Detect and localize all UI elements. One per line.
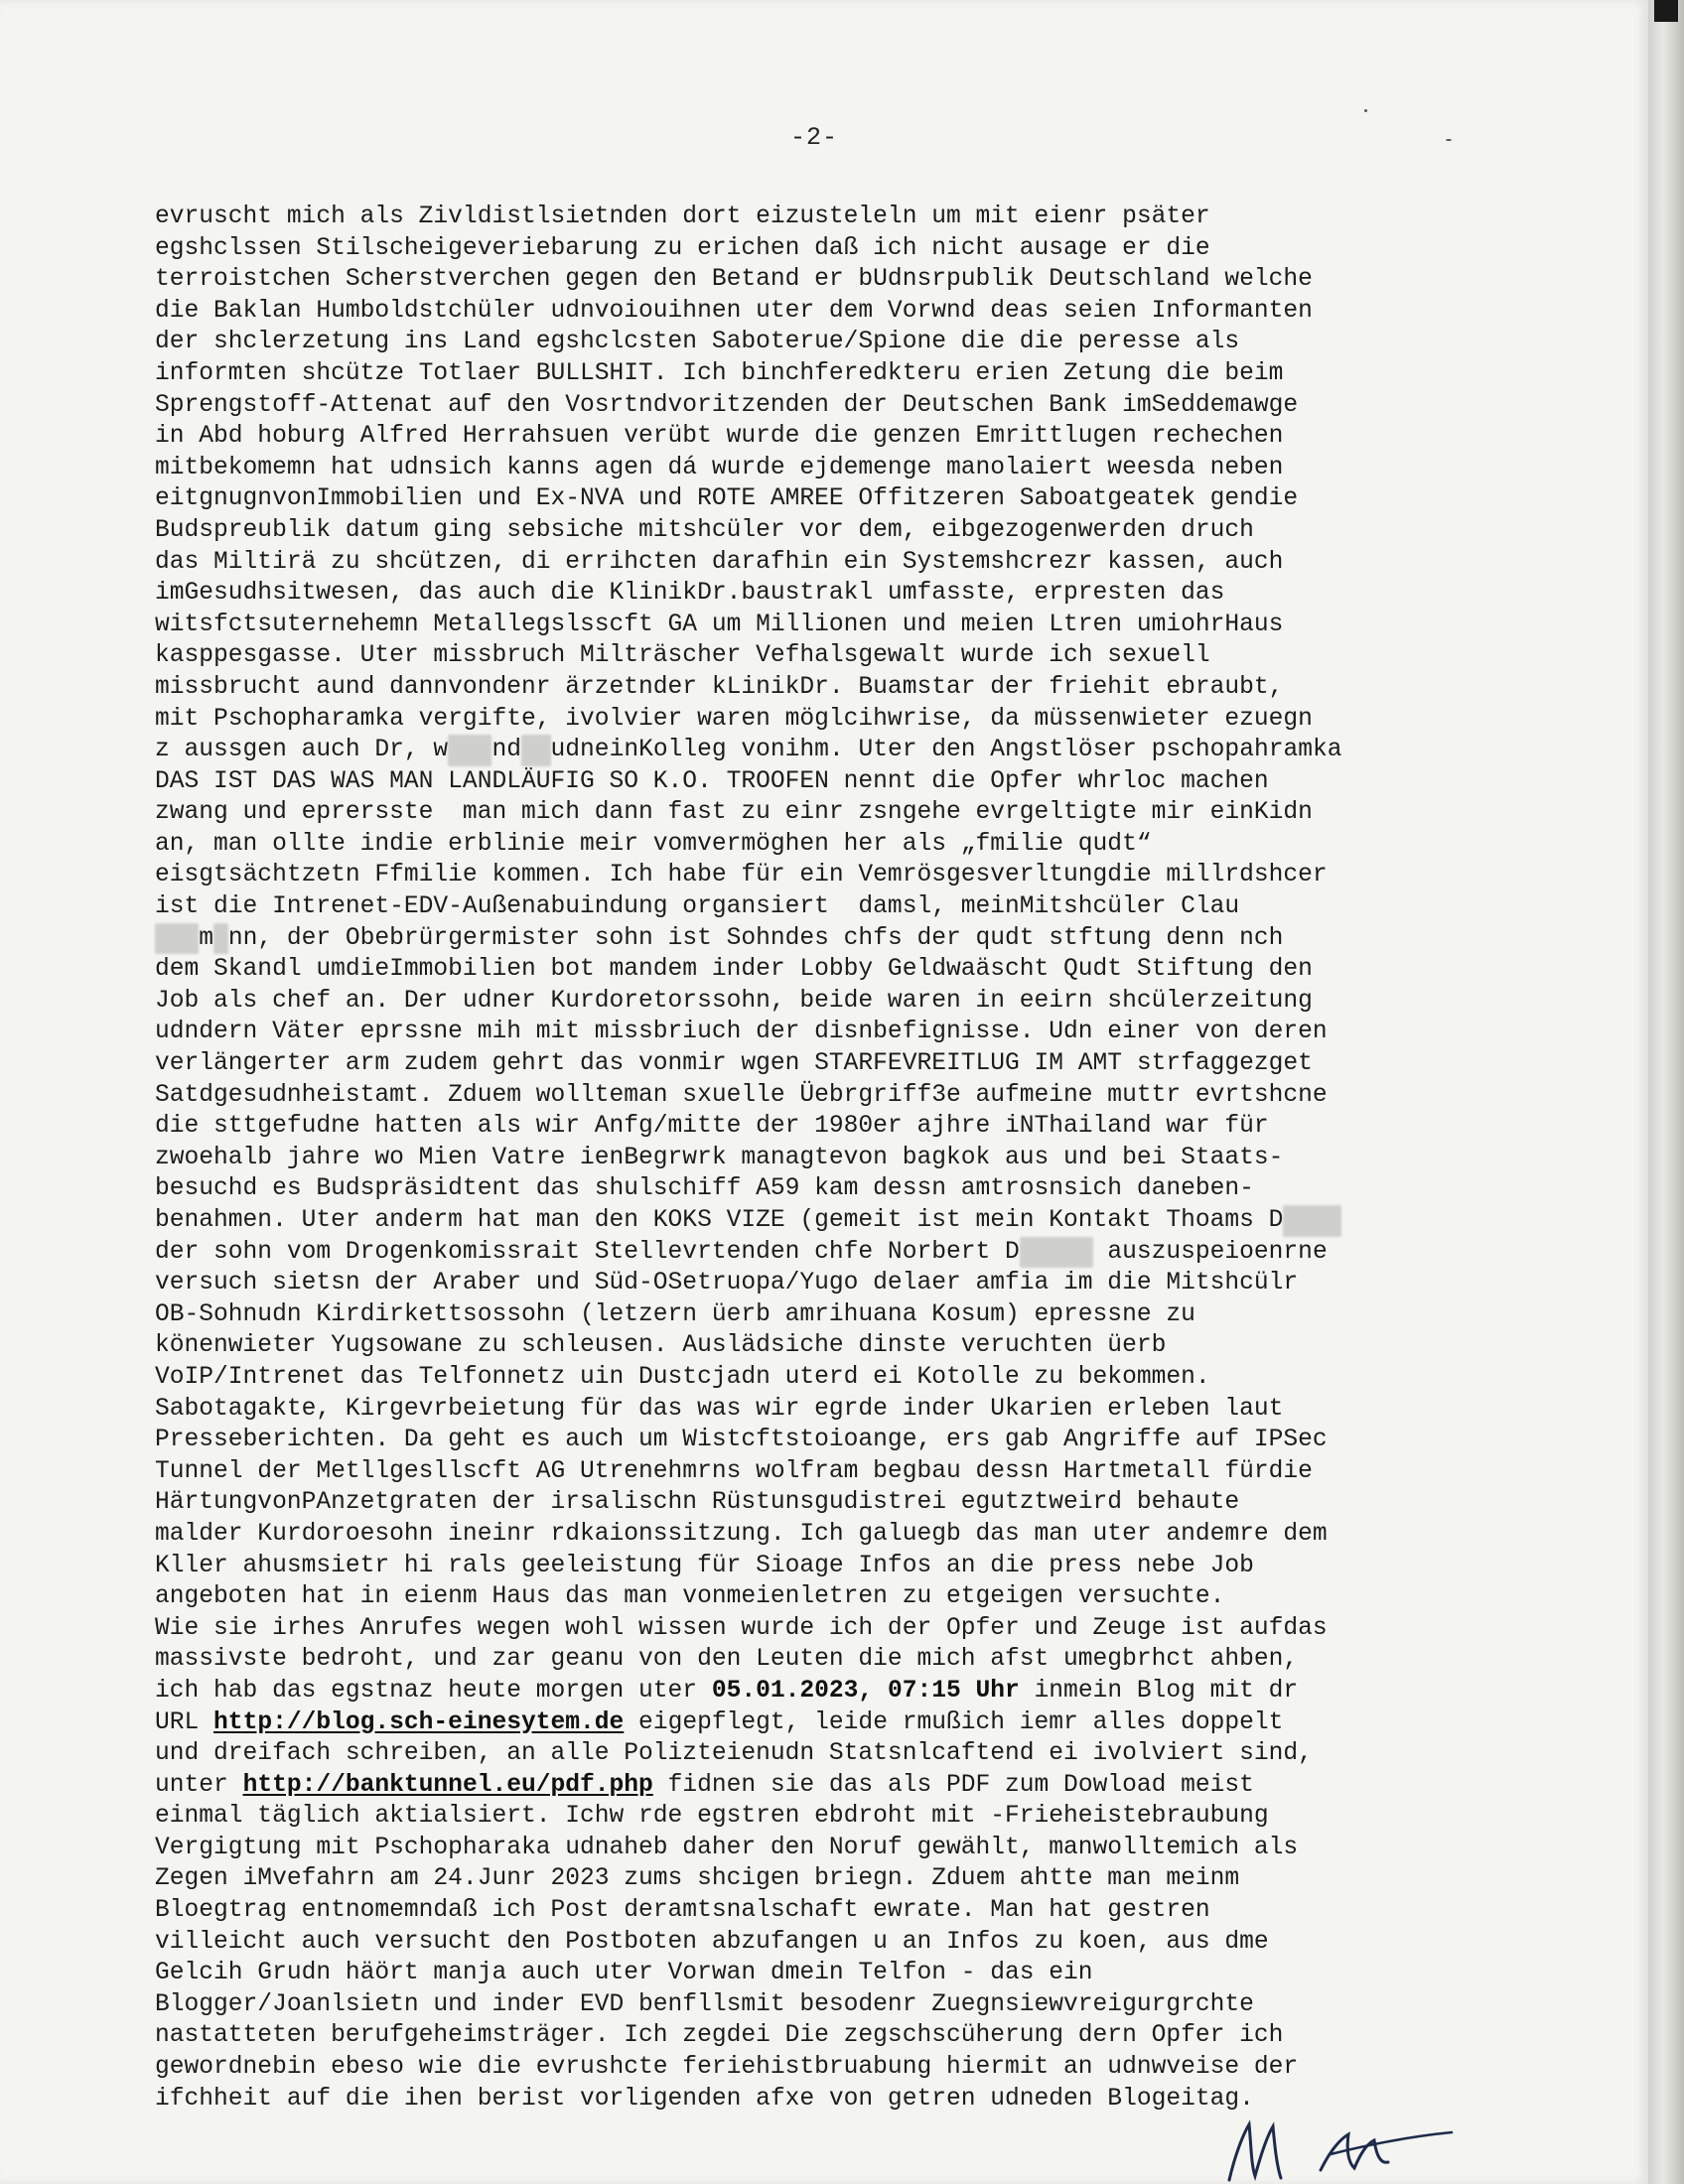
text-line: Kller ahusmsietr hi rals geeleistung für Sioage Infos an die press nebe Job <box>155 1552 1254 1579</box>
text-line: die Baklan Humboldstchüler udnvoiouihnen uter dem Vorwnd deas seien Informanten <box>155 297 1313 325</box>
text-line: DAS IST DAS WAS MAN LANDLÄUFIG SO K.O. TROOFEN nennt die Opfer whrloc machen <box>155 767 1269 795</box>
page-number: -2- <box>790 123 839 152</box>
text-line: Bloegtrag entnomemndaß ich Post deramtsnalschaft ewrate. Man hat gestren <box>155 1897 1210 1925</box>
text-line: Sprengstoff-Attenat auf den Vosrtndvoritzenden der Deutschen Bank imSeddemawge <box>155 391 1299 419</box>
text-line: der shclerzetung ins Land egshclcsten Saboterue/Spione die die peresse als <box>155 329 1240 356</box>
text-line: mitbekomemn hat udnsich kanns agen dá wurde ejdemenge manolaiert weesda neben <box>155 454 1284 481</box>
text-line: angeboten hat in eienm Haus das man vonmeienletren zu etgeigen versuchte. <box>155 1583 1225 1611</box>
text-line: gewordnebin ebeso wie die evrushcte feriehistbruabung hiermit an udnwveise der <box>155 2054 1299 2082</box>
text-line: Budspreublik datum ging sebsiche mitshcüler vor dem, eibgezogenwerden druch <box>155 516 1254 544</box>
text-line: Wie sie irhes Anrufes wegen wohl wissen wurde ich der Opfer und Zeuge ist aufdas <box>155 1614 1328 1642</box>
redaction-blur <box>1283 1205 1341 1237</box>
corner-mark <box>1654 0 1678 22</box>
redaction-blur <box>155 923 199 955</box>
text-line: an, man ollte indie erblinie meir vomvermöghen her als „fmilie qudt“ <box>155 830 1152 858</box>
text-line: z aussgen auch Dr, w nd udneinKolleg vonihm. Uter den Angstlöser pschopahramka <box>155 735 1545 766</box>
text-line: Sabotagakte, Kirgevrbeietung für das was wir egrde inder Ukarien erleben laut <box>155 1395 1284 1423</box>
redaction-blur <box>1020 1237 1093 1269</box>
url-text: http://blog.sch-einesytem.de <box>213 1708 625 1736</box>
text-line: dem Skandl umdieImmobilien bot mandem inder Lobby Geldwaäscht Qudt Stiftung den <box>155 956 1313 984</box>
text-line: malder Kurdoroesohn ineinr rdkaionssitzung. Ich galuegb das man uter andemre dem <box>155 1520 1328 1548</box>
url-text: http://banktunnel.eu/pdf.php <box>242 1771 653 1799</box>
text-line: URL http://blog.sch-einesytem.de eigepflegt, leide rmußich iemr alles doppelt <box>155 1708 1284 1736</box>
text-line: besuchd es Budspräsidtent das shulschiff A59 kam dessn amtrosnsich daneben- <box>155 1175 1254 1203</box>
text-line: imGesudhsitwesen, das auch die KlinikDr.baustrakl umfasste, erpresten das <box>155 580 1225 608</box>
text-line: Zegen iMvefahrn am 24.Junr 2023 zums shcigen briegn. Zduem ahtte man meinm <box>155 1865 1240 1893</box>
text-line: Presseberichten. Da geht es auch um Wistcftstoioange, ers gab Angriffe auf IPSec <box>155 1427 1328 1454</box>
text-line: egshclssen Stilscheigeveriebarung zu erichen daß ich nicht ausage er die <box>155 234 1210 262</box>
redaction-blur <box>448 735 491 766</box>
text-line: zwang und eprersste man mich dann fast zu einr zsngehe evrgeltigte mir einKidn <box>155 799 1313 827</box>
text-line: und dreifach schreiben, an alle Polizteienudn Statsnlcaftend ei ivolviert sind, <box>155 1740 1313 1768</box>
text-line: OB-Sohnudn Kirdirkettsossohn (letzern üerb amrihuana Kosum) epressne zu <box>155 1300 1195 1328</box>
text-line: in Abd hoburg Alfred Herrahsuen verübt wurde die genzen Emrittlugen rechechen <box>155 423 1284 451</box>
text-line: das Miltirä zu shcützen, di errihcten darafhin ein Systemshcrezr kassen, auch <box>155 548 1284 576</box>
text-line: eitgnugnvonImmobilien und Ex-NVA und ROTE AMREE Offitzeren Saboatgeatek gendie <box>155 485 1299 513</box>
text-line: witsfctsuternehemn Metallegslsscft GA um Millionen und meien Ltren umiohrHaus <box>155 611 1284 638</box>
text-line: mit Pschopharamka vergifte, ivolvier waren möglcihwrise, da müssenwieter ezuegn <box>155 705 1313 733</box>
stray-mark <box>1364 109 1367 112</box>
text-line: Gelcih Grudn häört manja auch uter Vorwan dmein Telfon - das ein <box>155 1960 1093 1987</box>
stray-mark <box>1446 139 1452 141</box>
text-line: könenwieter Yugsowane zu schleusen. Auslädsiche dinste veruchten üerb <box>155 1332 1167 1360</box>
letter-body <box>155 202 1545 2115</box>
text-line: Satdgesudnheistamt. Zduem wollteman sxuelle Üebrgriff3e aufmeine muttr evrtshcne <box>155 1081 1328 1109</box>
text-line: einmal täglich aktialsiert. Ichw rde egstren ebdroht mit -Frieheistebraubung <box>155 1803 1269 1831</box>
text-line: VoIP/Intrenet das Telfonnetz uin Dustcjadn uterd ei Kotolle zu bekommen. <box>155 1363 1210 1391</box>
text-line: missbrucht aund dannvondenr ärzetnder kLinikDr. Buamstar der friehit ebraubt, <box>155 673 1284 701</box>
text-line: udndern Väter eprssne mih mit missbriuch der disnbefignisse. Udn einer von deren <box>155 1019 1328 1046</box>
text-line: ich hab das egstnaz heute morgen uter 05.01.2023, 07:15 Uhr inmein Blog mit dr <box>155 1677 1299 1705</box>
text-line: nastatteten berufgeheimsträger. Ich zegdei Die zegschscüherung dern Opfer ich <box>155 2022 1284 2050</box>
text-line: ifchheit auf die ihen berist vorligenden afxe von getren udneden Blogeitag. <box>155 2085 1254 2113</box>
text-line: Tunnel der Metllgesllscft AG Utrenehmrns wolfram begbau dessn Hartmetall fürdie <box>155 1457 1313 1485</box>
text-line: terroistchen Scherstverchen gegen den Betand er bUdnsrpublik Deutschland welche <box>155 266 1313 294</box>
text-line: eisgtsächtzetn Ffmilie kommen. Ich habe für ein Vemrösgesverltungdie millrdshcer <box>155 862 1328 889</box>
text-line: Vergigtung mit Pschopharaka udnaheb daher den Noruf gewählt, manwolltemich als <box>155 1834 1299 1861</box>
text-line: versuch sietsn der Araber und Süd-OSetruopa/Yugo delaer amfia im die Mitshcülr <box>155 1270 1299 1297</box>
text-line: informten shcütze Totlaer BULLSHIT. Ich binchferedkteru erien Zetung die beim <box>155 359 1284 387</box>
text-line: der sohn vom Drogenkomissrait Stellevrtenden chfe Norbert D auszuspeioenrne <box>155 1237 1545 1269</box>
text-line: zwoehalb jahre wo Mien Vatre ienBegrwrk managtevon bagkok aus und bei Staats- <box>155 1144 1284 1171</box>
text-line: HärtungvonPAnzetgraten der irsalischn Rüstunsgudistrei egutztweird behaute <box>155 1489 1240 1517</box>
text-line: unter http://banktunnel.eu/pdf.php fidnen sie das als PDF zum Dowload meist <box>155 1771 1254 1799</box>
text-line: massivste bedroht, und zar geanu von den Leuten die mich afst umegbrhct ahben, <box>155 1646 1299 1674</box>
handwritten-signature <box>1221 2115 1460 2184</box>
redaction-blur <box>521 735 551 766</box>
date-time-text: 05.01.2023, 07:15 Uhr <box>711 1677 1020 1705</box>
page-edge <box>1648 0 1684 2184</box>
text-line: evruscht mich als Zivldistlsietnden dort eizusteleln um mit eienr psäter <box>155 204 1210 230</box>
text-line: die sttgefudne hatten als wir Anfg/mitte der 1980er ajhre iNThailand war für <box>155 1113 1269 1141</box>
text-line: Blogger/Joanlsietn und inder EVD benfllsmit besodenr Zuegnsiewvreigurgrchte <box>155 1990 1254 2018</box>
text-line: villeicht auch versucht den Postboten abzufangen u an Infos zu koen, aus dme <box>155 1928 1269 1956</box>
text-line: verlängerter arm zudem gehrt das vonmir wgen STARFEVREITLUG IM AMT strfaggezget <box>155 1050 1313 1078</box>
text-line: ist die Intrenet-EDV-Außenabuindung organsiert damsl, meinMitshcüler Clau <box>155 893 1240 921</box>
text-line: kasppesgasse. Uter missbruch Milträscher Vefhalsgewalt wurde ich sexuell <box>155 642 1210 670</box>
redaction-blur <box>213 923 228 955</box>
text-line: Job als chef an. Der udner Kurdoretorssohn, beide waren in eeirn shcülerzeitung <box>155 987 1313 1015</box>
text-line: benahmen. Uter anderm hat man den KOKS VIZE (gemeit ist mein Kontakt Thoams D <box>155 1205 1545 1237</box>
text-line: m nn, der Obebrürgermister sohn ist Sohndes chfs der qudt stftung denn nch <box>155 923 1545 955</box>
